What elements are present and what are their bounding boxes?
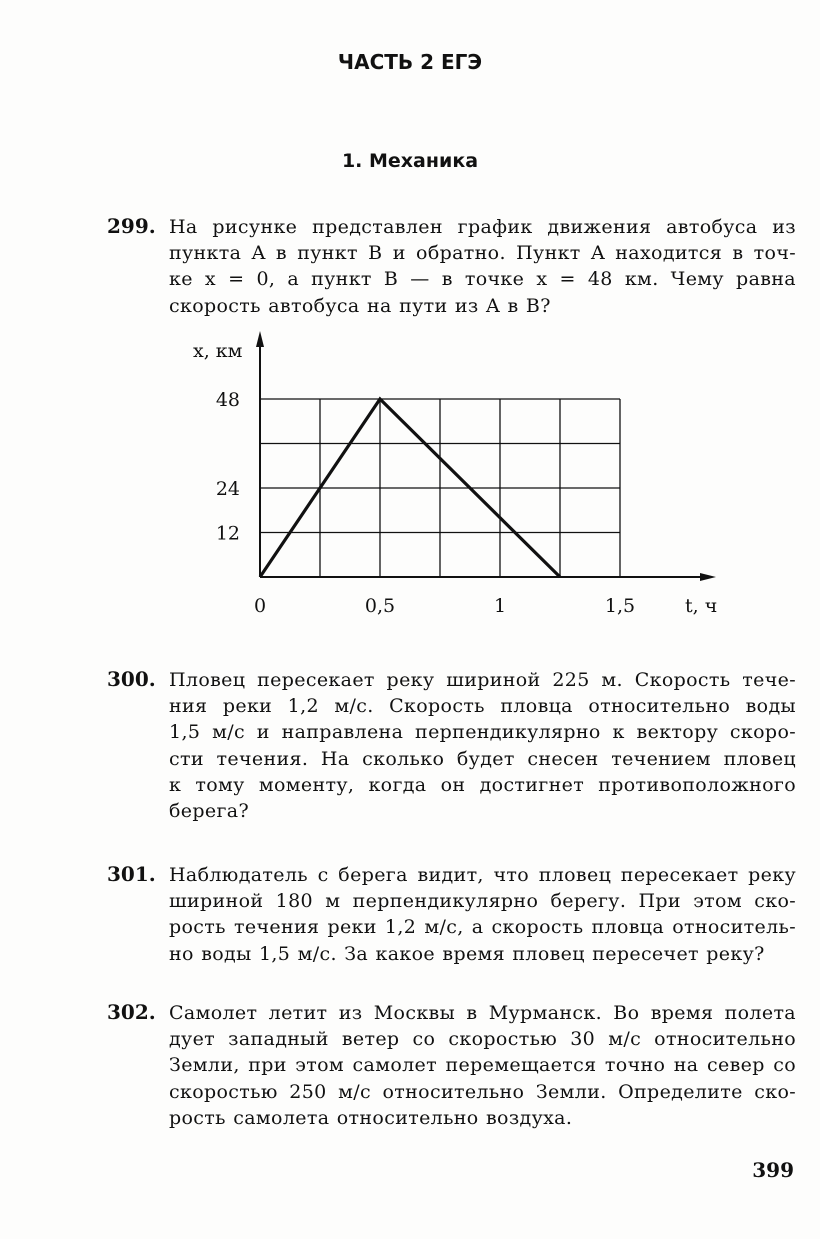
text-line: На рисунке представлен график движения автобуса из (169, 216, 796, 238)
y-tick-label: 12 (215, 522, 240, 545)
problem-text (169, 214, 796, 319)
tick-labels (193, 340, 717, 617)
grid (260, 399, 620, 577)
x-tick-label: 0,5 (364, 595, 396, 617)
problem-number: 300. (107, 667, 156, 691)
text-line: берега? (169, 800, 250, 823)
problem-number: 302. (107, 1000, 156, 1024)
problem-text (169, 862, 796, 967)
y-tick-label: 24 (215, 478, 240, 500)
text-line: 1,5 м/с и направлена перпендикулярно к вектору скоро- (169, 721, 796, 744)
text-line: пункта A в пункт B и обратно. Пункт A находится в точ- (169, 242, 796, 265)
text-line: но воды 1,5 м/с. За какое время пловец пересечет реку? (169, 942, 765, 965)
text-line: ке x = 0, а пункт B — в точке x = 48 км. Чему равна (169, 268, 796, 291)
text-line: скорость автобуса на пути из A в B? (169, 294, 551, 317)
text-line: сти течения. На сколько будет снесен течением пловец (169, 747, 796, 770)
problem-number: 299. (107, 214, 156, 238)
section-title: 1. Механика (341, 150, 479, 172)
part-title: ЧАСТЬ 2 ЕГЭ (337, 50, 483, 74)
text-line: ния реки 1,2 м/с. Скорость пловца относительно воды (169, 695, 796, 718)
problem-number: 301. (107, 862, 156, 886)
x-axis-arrow (700, 573, 716, 581)
text-line: рость течения реки 1,2 м/с, а скорость пловца относитель- (169, 916, 796, 939)
x-tick-label: 0 (253, 595, 267, 617)
text-line: рость самолета относительно воздуха. (169, 1106, 573, 1129)
text-line: шириной 180 м перпендикулярно берегу. При этом ско- (169, 890, 796, 913)
y-axis-arrow (256, 331, 264, 347)
text-line: дует западный ветер со скоростью 30 м/с относительно (169, 1028, 796, 1051)
text-line: к тому моменту, когда он достигнет противоположного (169, 773, 796, 796)
problem-text (169, 667, 796, 824)
y-tick-label: 48 (215, 389, 240, 411)
text-line: Наблюдатель с берега видит, что пловец пересекает реку (169, 864, 796, 886)
text-line: Самолет летит из Москвы в Мурманск. Во время полета (169, 1002, 796, 1024)
problem-text (169, 1000, 796, 1131)
text-line: скоростью 250 м/с относительно Земли. Определите ско- (169, 1080, 796, 1103)
motion-graph (180, 325, 740, 635)
page-number: 399 (752, 1158, 794, 1182)
y-axis-label: x, км (193, 340, 243, 362)
x-tick-label: 1 (493, 595, 507, 617)
x-tick-label: 1,5 (604, 595, 636, 617)
text-line: Пловец пересекает реку шириной 225 м. Скорость тече- (169, 669, 796, 691)
x-axis-label: t, ч (685, 595, 718, 617)
axes (256, 331, 716, 581)
text-line: Земли, при этом самолет перемещается точно на север со (169, 1054, 796, 1077)
